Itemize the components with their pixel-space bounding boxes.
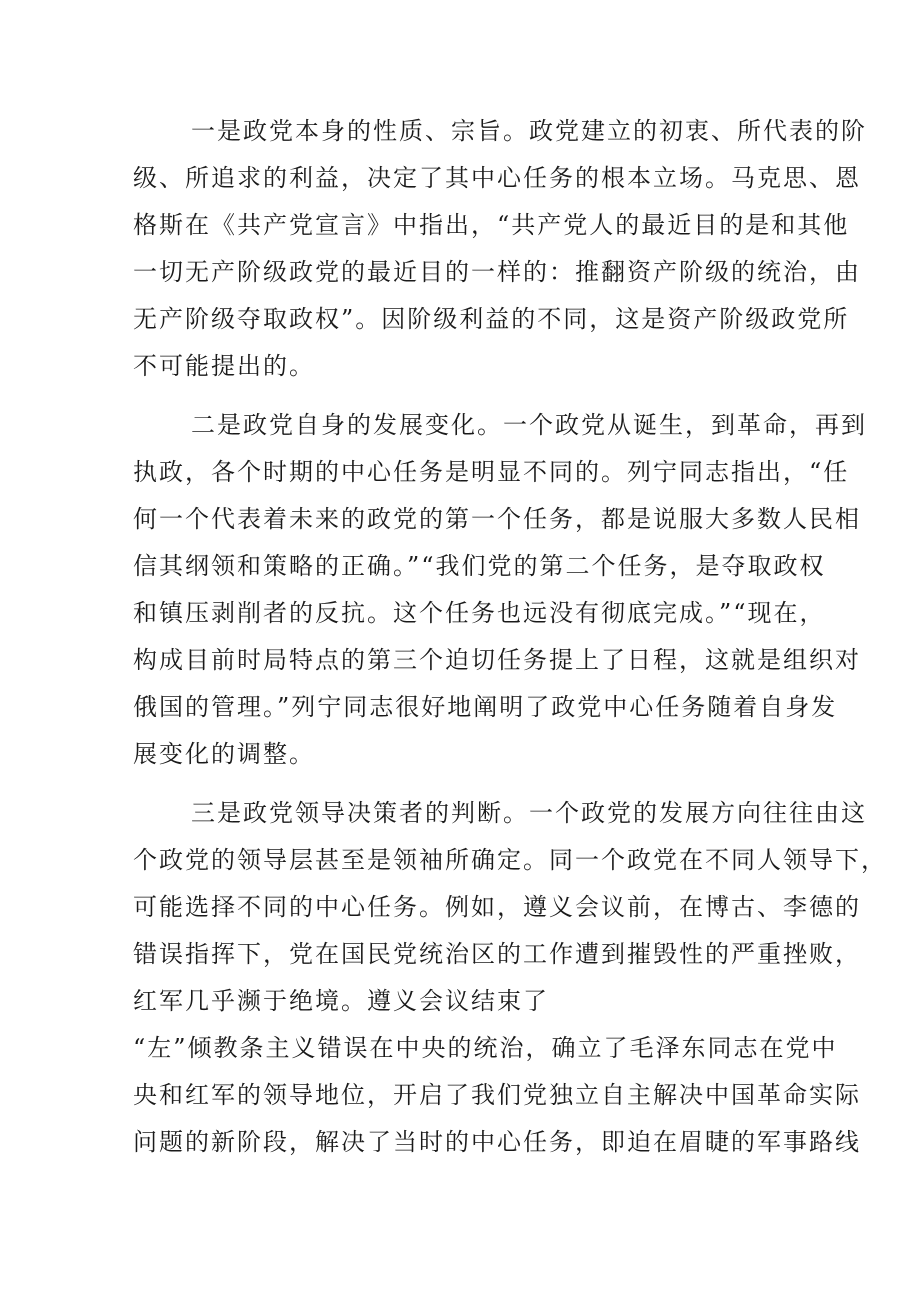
text-line: 错误指挥下，党在国民党统治区的工作遭到摧毁性的严重挫败，: [133, 940, 861, 968]
text-line: 无产阶级夺取政权”。因阶级利益的不同，这是资产阶级政党所: [133, 305, 850, 333]
text-line: 个政党的领导层甚至是领袖所确定。同一个政党在不同人领导下，: [133, 846, 887, 874]
text-line: “左”倾教条主义错误在中央的统治，确立了毛泽东同志在党中: [133, 1034, 838, 1062]
text-line: 三是政党领导决策者的判断。一个政党的发展方向往往由这: [191, 799, 867, 827]
body-text: [133, 108, 887, 1166]
text-line: 俄国的管理。”列宁同志很好地阐明了政党中心任务随着自身发: [133, 693, 838, 721]
text-line: 展变化的调整。: [133, 740, 315, 768]
text-line: 一切无产阶级政党的最近目的一样的：推翻资产阶级的统治，由: [133, 258, 861, 286]
text-line: 不可能提出的。: [133, 352, 315, 380]
text-line: 可能选择不同的中心任务。例如，遵义会议前，在博古、李德的: [133, 893, 861, 921]
paragraph-1: [133, 108, 867, 390]
text-line: 格斯在《共产党宣言》中指出，“共产党人的最近目的是和其他: [133, 211, 850, 239]
text-line: 信其纲领和策略的正确。”“我们党的第二个任务，是夺取政权: [133, 552, 826, 580]
text-line: 构成目前时局特点的第三个迫切任务提上了日程，这就是组织对: [133, 646, 861, 674]
text-line: 红军几乎濒于绝境。遵义会议结束了: [133, 987, 549, 1015]
text-line: 何一个代表着未来的政党的第一个任务，都是说服大多数人民相: [133, 505, 861, 533]
text-line: 问题的新阶段，解决了当时的中心任务，即迫在眉睫的军事路线: [133, 1128, 861, 1156]
paragraph-gap: [133, 390, 803, 402]
text-line: 央和红军的领导地位，开启了我们党独立自主解决中国革命实际: [133, 1081, 861, 1109]
text-line: 二是政党自身的发展变化。一个政党从诞生，到革命，再到: [191, 411, 867, 439]
paragraph-gap: [133, 778, 803, 790]
text-line: 一是政党本身的性质、宗旨。政党建立的初衷、所代表的阶: [191, 117, 867, 145]
text-line: 执政，各个时期的中心任务是明显不同的。列宁同志指出，“任: [133, 458, 850, 486]
text-line: 和镇压剥削者的反抗。这个任务也远没有彻底完成。”“现在，: [133, 599, 826, 627]
paragraph-3: [133, 790, 887, 1166]
text-line: 级、所追求的利益，决定了其中心任务的根本立场。马克思、恩: [133, 164, 861, 192]
paragraph-2: [133, 402, 867, 778]
